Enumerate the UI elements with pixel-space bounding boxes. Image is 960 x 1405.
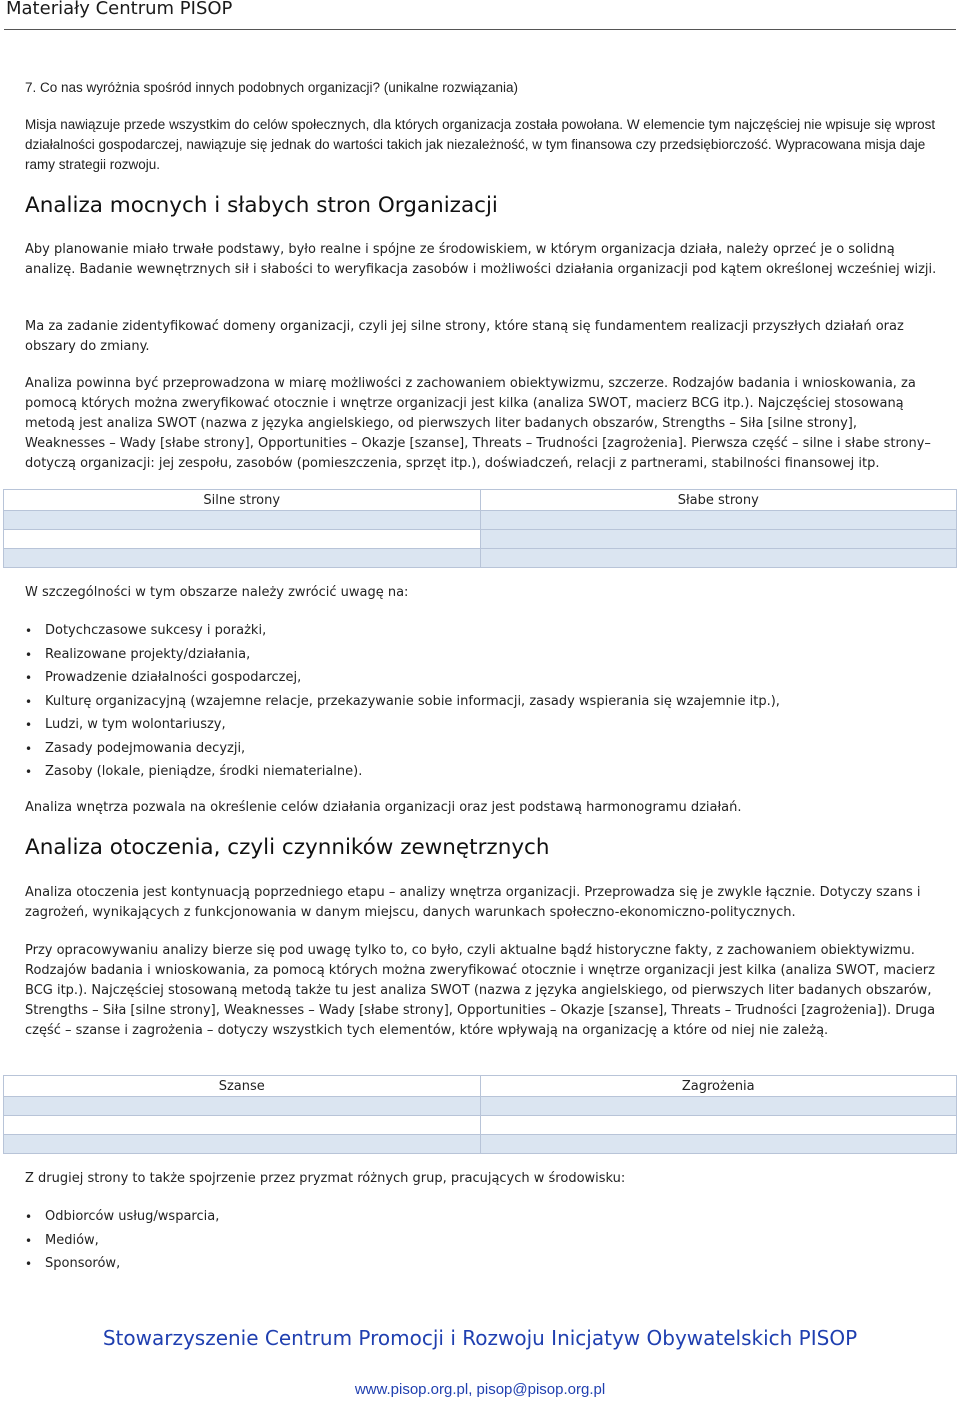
mission-paragraph [25,115,940,175]
table-cell [480,1097,957,1116]
table-cell [4,549,481,568]
header-divider [4,29,956,30]
attention-intro: W szczególności w tym obszarze należy zwrócić uwagę na: [25,585,409,600]
table-header-strengths: Silne strony [4,490,481,511]
internal-conclusion: Analiza wnętrza pozwala na określenie celów działania organizacji oraz jest podstawą harmonogramu działań. [25,800,742,815]
external-groups-intro: Z drugiej strony to także spojrzenie przez pryzmat różnych grup, pracujących w środowisku: [25,1171,626,1186]
footer-contact-link[interactable]: www.pisop.org.pl, pisop@pisop.org.pl [354,1381,606,1398]
footer-organization: Stowarzyszenie Centrum Promocji i Rozwoju Inicjatyw Obywatelskich PISOP [102,1326,858,1350]
external-paragraph-2: Przy opracowywaniu analizy bierze się pod uwagę tylko to, co było, czyli aktualne bądź historyczne fakty, z zachowaniem obiektywizmu. Rodzajów badania i wnioskowania, za pomocą których można zweryfikować otocznie i wnętrze organizacji jest kilka (analiza SWOT, macierz BCG itp.). Najczęściej stosowaną metodą także tu jest analiza SWOT (nazwa z języka angielskiego, od pierwszych liter badanych obszarów, Strengths – Siła [silne strony], Weaknesses – Wady [słabe strony], Opportunities – Okazje [szanse], Threats – Trudności [zagrożenia]). Druga część – szanse i zagrożenia – dotyczy wszystkich tych elementów, które wpływają na organizację a które od niej nie zależą. [25,943,936,1038]
header-title: Materiały Centrum PISOP [6,0,233,19]
internal-paragraph-3: Analiza powinna być przeprowadzona w miarę możliwości z zachowaniem obiektywizmu, szczerze. Rodzajów badania i wnioskowania, za pomocą których można zweryfikować otocznie i wnętrze organizacji jest kilka (analiza SWOT, macierz BCG itp.). Najczęściej stosowaną metodą jest analiza SWOT (nazwa z języka angielskiego, od pierwszych liter badanych obszarów, Strengths – Siła [silne strony], Weaknesses – Wady [słabe strony], Opportunities – Okazje [szanse], Threats – Trudności [zagrożenia]. Pierwsza część – silne i słabe strony– dotyczą organizacji: jej zespołu, zasobów (pomieszczenia, sprzęt itp.), doświadczeń, relacji z partnerami, stabilności finansowej itp. [25,376,931,471]
table-cell [4,1116,481,1135]
list-item: • Kulturę organizacyjną (wzajemne relacje, przekazywanie sobie informacji, zasady wspierania się wzajemnie itp.), [25,692,925,716]
internal-paragraph-2: Ma za zadanie zidentyfikować domeny organizacji, czyli jej silne strony, które staną się fundamentem realizacji przyszłych działań oraz obszary do zmiany. [25,319,904,354]
table-cell [480,530,957,549]
list-item: • Dotychczasowe sukcesy i porażki, [25,621,925,645]
table-cell [4,1135,481,1154]
heading-external-analysis: Analiza otoczenia, czyli czynników zewnętrznych [25,835,550,860]
list-item: • Mediów, [25,1231,925,1255]
heading-internal-analysis: Analiza mocnych i słabych stron Organizacji [25,193,498,218]
list-item: • Realizowane projekty/działania, [25,645,925,669]
question-7: 7. Co nas wyróżnia spośród innych podobnych organizacji? (unikalne rozwiązania) [25,80,519,95]
table-cell [480,511,957,530]
table-cell [480,549,957,568]
internal-areas-list [25,621,925,786]
list-item: • Ludzi, w tym wolontariuszy, [25,715,925,739]
list-item: • Sponsorów, [25,1254,925,1278]
list-item: • Odbiorców usług/wsparcia, [25,1207,925,1231]
table-cell [4,530,481,549]
mission-rest: W elemencie tym najczęściej nie wpisuje się wprost działalności gospodarczej, nawiązuje się jednak do wartości takich jak niezależność, w tym finansowa czy przedsiębiorczość. Wypracowana misja daje ramy strategii rozwoju. [25,117,936,172]
list-item: • Zasady podejmowania decyzji, [25,739,925,763]
table-header-opportunities: Szanse [4,1076,481,1097]
table-cell [480,1116,957,1135]
external-groups-list [25,1207,925,1278]
list-item: • Zasoby (lokale, pieniądze, środki niematerialne). [25,762,925,786]
mission-line-1: Misja nawiązuje przede wszystkim do celów społecznych, dla których organizacja została powołana. [25,117,624,132]
table-cell [480,1135,957,1154]
opportunities-threats-table [3,1075,957,1154]
table-cell [4,1097,481,1116]
external-paragraph-1: Analiza otoczenia jest kontynuacją poprzedniego etapu – analizy wnętrza organizacji. Przeprowadza się je zwykle łącznie. Dotyczy szans i zagrożeń, wynikających z funkcjonowania w danym miejscu, danych warunkach społeczno-ekonomiczno-politycznych. [25,885,921,920]
list-item: • Prowadzenie działalności gospodarczej, [25,668,925,692]
page-header [0,0,960,30]
internal-paragraph-1: Aby planowanie miało trwałe podstawy, było realne i spójne ze środowiskiem, w którym organizacja działa, należy oprzeć je o solidną analizę. Badanie wewnętrznych sił i słabości to weryfikacja zasobów i możliwości działania organizacji pod kątem określonej wcześniej wizji. [25,242,937,277]
table-cell [4,511,481,530]
table-header-threats: Zagrożenia [480,1076,957,1097]
strengths-weaknesses-table [3,489,957,568]
table-header-weaknesses: Słabe strony [480,490,957,511]
